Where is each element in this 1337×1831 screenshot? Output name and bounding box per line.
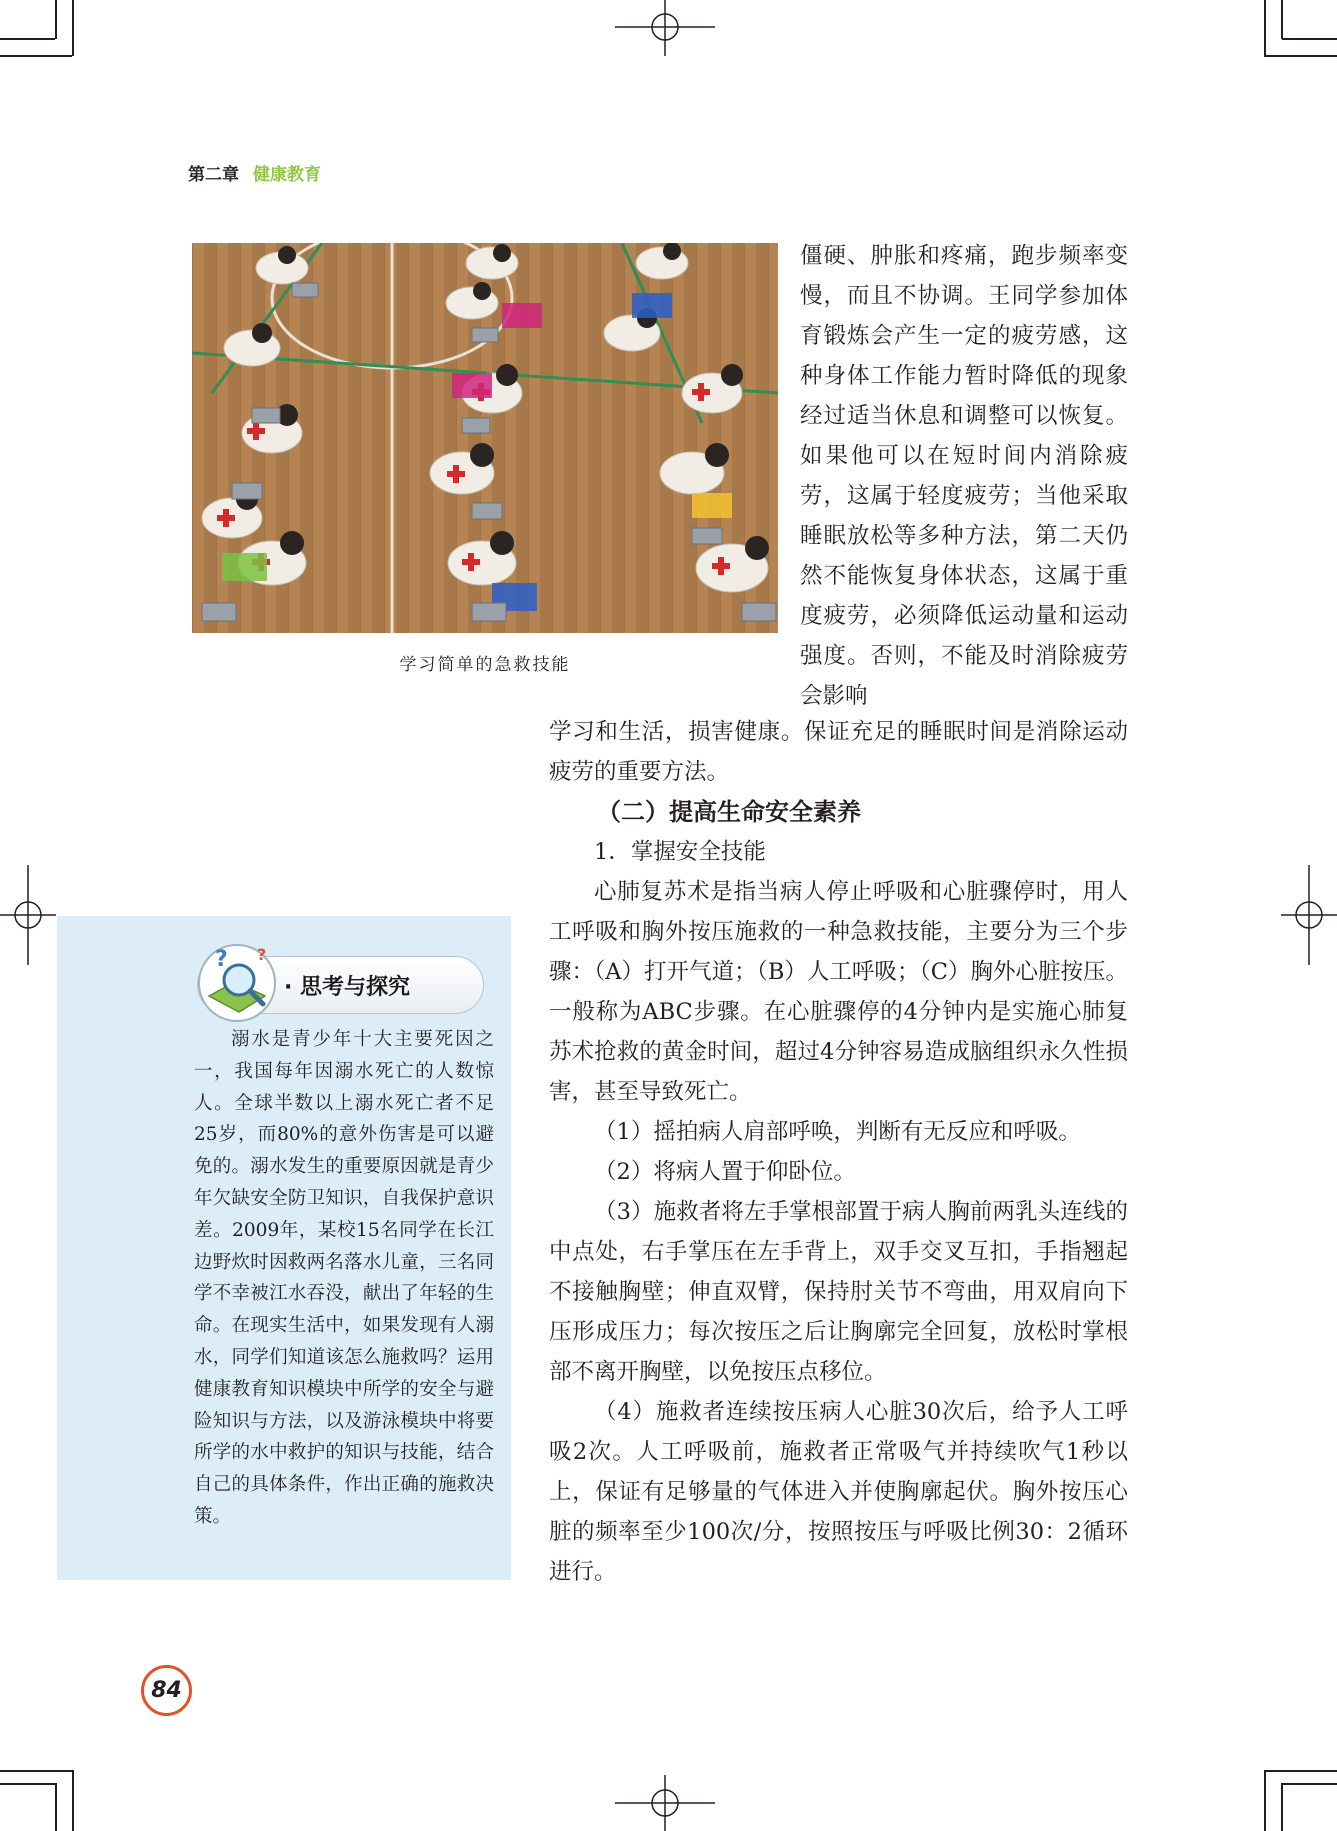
section-heading: （二）提高生命安全素养 [597,797,861,826]
sidebar-text [194,1024,494,1533]
think-and-explore-box [57,916,511,1580]
right-column-text [800,236,1128,716]
paragraph: （1）摇拍病人肩部呼唤，判断有无反应和呼吸。 [594,1119,1081,1145]
registration-mark-top [615,0,715,56]
chapter-title: 健康教育 [253,165,321,185]
page-number: 84 [141,1665,192,1716]
registration-mark-left [0,865,56,965]
paragraph: 僵硬、肿胀和疼痛，跑步频率变慢，而且不协调。王同学参加体育锻炼会产生一定的疲劳感，这种身体工作能力暂时降低的现象经过适当休息和调整可以恢复。如果他可以在短时间内消除疲劳，这属于轻度疲劳；当他采取睡眠放松等多种方法，第二天仍然不能恢复身体状态，这属于重度疲劳，必须降低运动量和运动强度。否则，不能及时消除疲劳会影响 [800,243,1128,709]
crop-mark [0,55,72,57]
crop-mark [0,1770,72,1772]
crop-mark [1264,55,1337,57]
crop-mark [55,1783,57,1831]
magnifier-book-icon [187,938,297,1028]
paragraph: 溺水是青少年十大主要死因之一，我国每年因溺水死亡的人数惊人。全球半数以上溺水死亡者不足25岁，而80%的意外伤害是可以避免的。溺水发生的重要原因就是青少年欠缺安全防卫知识，自我保护意识差。2009年，某校15名同学在长江边野炊时因救两名落水儿童，三名同学不幸被江水吞没，献出了年轻的生命。在现实生活中，如果发现有人溺水，同学们知道该怎么施救吗？运用健康教育知识模块中所学的安全与避险知识与方法，以及游泳模块中将要所学的水中救护的知识与技能，结合自己的具体条件，作出正确的施救决策。 [194,1029,494,1527]
crop-mark [0,1783,55,1785]
crop-mark [1281,1783,1283,1831]
crop-mark [55,0,57,39]
crop-mark [72,1770,74,1831]
paragraph: （3）施救者将左手掌根部置于病人胸前两乳头连线的中点处，右手掌压在左手背上，双手交叉互扣，手指翘起不接触胸壁；伸直双臂，保持肘关节不弯曲，用双肩向下压形成压力；每次按压之后让胸廓完全回复，放松时掌根部不离开胸壁，以免按压点移位。 [549,1199,1128,1385]
crop-mark [1282,1783,1337,1785]
photo-caption: 学习简单的急救技能 [399,655,571,675]
crop-mark [1282,38,1337,40]
subsection-heading: 1．掌握安全技能 [594,839,766,865]
svg-text:?: ? [215,947,228,972]
svg-text:?: ? [257,945,267,964]
chapter-label: 第二章 [188,165,239,185]
crop-mark [1264,1770,1266,1831]
paragraph-continuation: 学习和生活，损害健康。保证充足的睡眠时间是消除运动疲劳的重要方法。 [549,719,1128,785]
sidebar-title: · 思考与探究 [284,975,411,1000]
crop-mark [1264,0,1266,56]
crop-mark [1264,1770,1337,1772]
paragraph: （4）施救者连续按压病人心脏30次后，给予人工呼吸2次。人工呼吸前，施救者正常吸气并持续吹气1秒以上，保证有足够量的气体进入并使胸廓起伏。胸外按压心脏的频率至少100次/分，按照按压与呼吸比例30：2循环进行。 [549,1399,1128,1585]
first-aid-training-photo [192,243,778,633]
paragraph: 心肺复苏术是指当病人停止呼吸和心脏骤停时，用人工呼吸和胸外按压施救的一种急救技能，主要分为三个步骤：（A）打开气道；（B）人工呼吸；（C）胸外心脏按压。一般称为ABC步骤。在心脏骤停的4分钟内是实施心肺复苏术抢救的黄金时间，超过4分钟容易造成脑组织永久性损害，甚至导致死亡。 [549,879,1128,1105]
registration-mark-bottom [615,1775,715,1831]
crop-mark [72,0,74,56]
paragraph: （2）将病人置于仰卧位。 [594,1159,856,1185]
registration-mark-right [1281,865,1337,965]
crop-mark [0,38,55,40]
running-header [188,160,321,185]
crop-mark [1281,0,1283,39]
main-column-text [549,712,1128,1592]
